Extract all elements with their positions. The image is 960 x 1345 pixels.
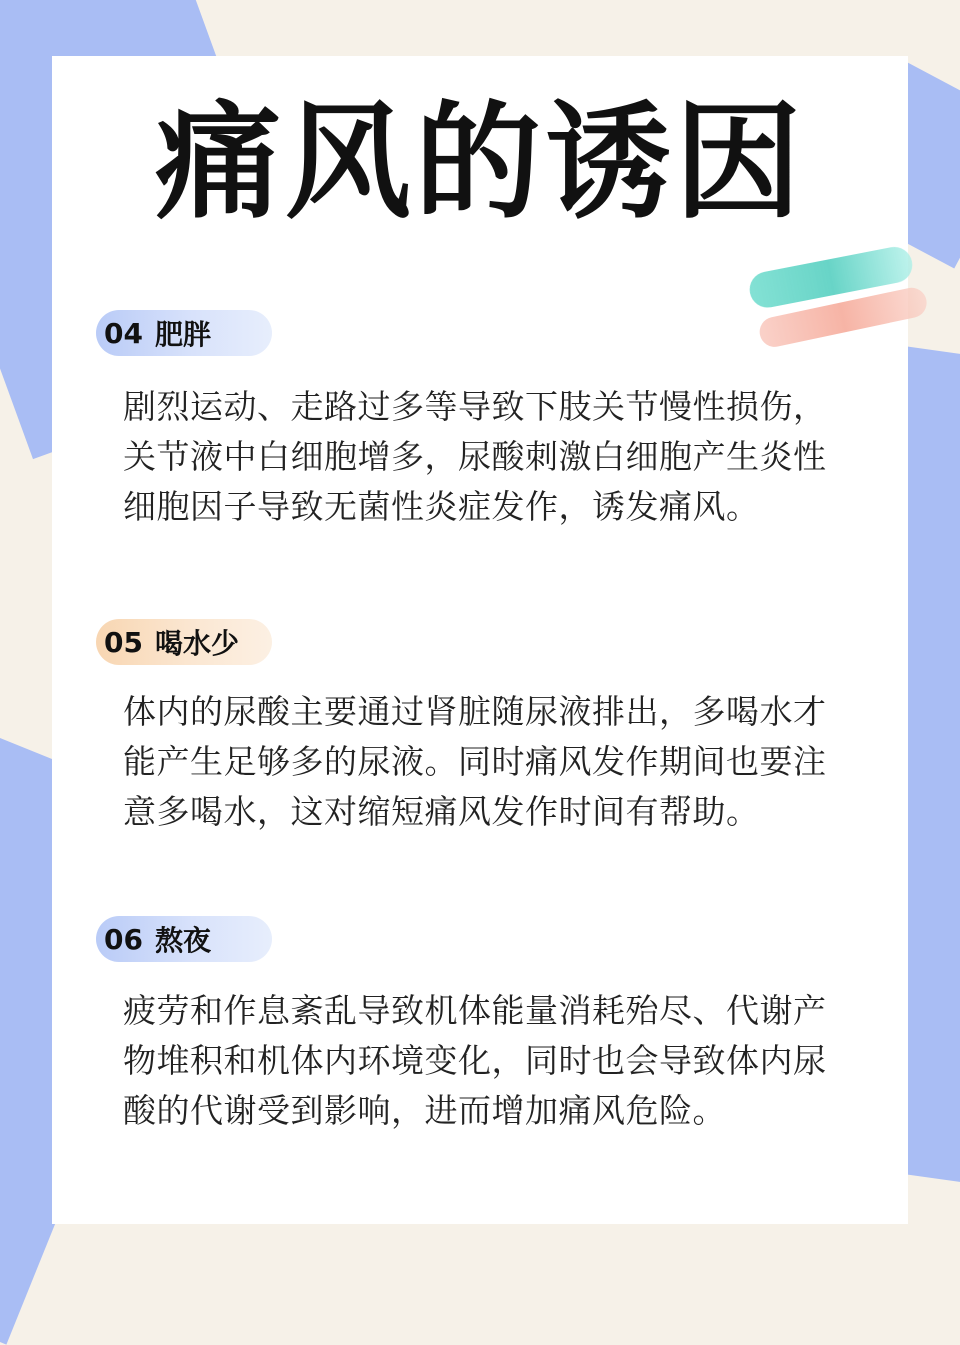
section-number: 06: [104, 922, 143, 956]
section-title: 熬夜: [154, 924, 211, 957]
section-paragraph-06: 疲劳和作息紊乱导致机体能量消耗殆尽、代谢产物堆积和机体内环境变化，同时也会导致体内尿酸的代谢受到影响，进而增加痛风危险。: [123, 991, 827, 1130]
section-title: 喝水少: [154, 627, 239, 660]
section-badge-05: [96, 619, 272, 665]
section-number: 05: [104, 625, 143, 659]
section-paragraph-04: 剧烈运动、走路过多等导致下肢关节慢性损伤，关节液中白细胞增多，尿酸刺激白细胞产生炎性细胞因子导致无菌性炎症发作，诱发痛风。: [123, 387, 827, 526]
section-badge-06: [96, 916, 272, 962]
page-title: 痛风的诱因: [155, 89, 805, 236]
section-title: 肥胖: [154, 318, 211, 351]
section-paragraph-05: 体内的尿酸主要通过肾脏随尿液排出，多喝水才能产生足够多的尿液。同时痛风发作期间也要注意多喝水，这对缩短痛风发作时间有帮助。: [123, 692, 827, 831]
section-number: 04: [104, 316, 143, 350]
section-badge-04: [96, 310, 272, 356]
